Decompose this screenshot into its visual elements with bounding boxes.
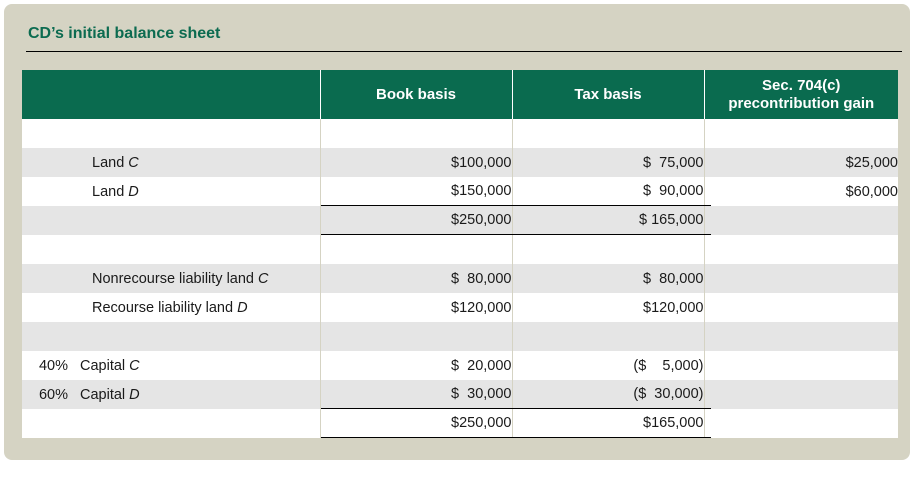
book-value: $ 80,000 (320, 264, 512, 293)
header-gain-line1: Sec. 704(c) (762, 76, 841, 94)
table-row-capital-c (22, 351, 898, 380)
table-row-nonrecourse-liability (22, 264, 898, 293)
gain-value: $60,000 (704, 177, 898, 206)
table-row-land-total (22, 206, 898, 235)
row-label: Recourse liability land D (22, 293, 320, 322)
header-precontribution-gain (704, 70, 898, 119)
table-row-capital-d (22, 380, 898, 409)
row-label: Land D (22, 177, 320, 206)
tax-value: $ 80,000 (512, 264, 704, 293)
tax-total: $ 165,000 (512, 206, 704, 235)
book-value: $150,000 (320, 177, 512, 206)
header-label (22, 70, 320, 119)
book-value: $ 30,000 (320, 380, 512, 409)
row-label: 40% Capital C (22, 351, 320, 380)
header-tax-basis: Tax basis (512, 70, 704, 119)
spacer-row (22, 119, 898, 148)
book-value: $120,000 (320, 293, 512, 322)
table-row-grand-total (22, 409, 898, 438)
book-value: $ 20,000 (320, 351, 512, 380)
tax-value: $120,000 (512, 293, 704, 322)
header-row (22, 70, 898, 119)
header-gain-line2: precontribution gain (728, 94, 875, 112)
tax-value: ($ 5,000) (512, 351, 704, 380)
book-value: $100,000 (320, 148, 512, 177)
title-rule (26, 51, 902, 52)
table-row-recourse-liability (22, 293, 898, 322)
row-label: Nonrecourse liability land C (22, 264, 320, 293)
spacer-row (22, 322, 898, 351)
book-total: $250,000 (320, 206, 512, 235)
tax-value: ($ 30,000) (512, 380, 704, 409)
table-row-land-c (22, 148, 898, 177)
gain-value: $25,000 (704, 148, 898, 177)
spacer-row (22, 235, 898, 264)
tax-value: $ 90,000 (512, 177, 704, 206)
book-total: $250,000 (320, 409, 512, 438)
tax-value: $ 75,000 (512, 148, 704, 177)
table-row-land-d (22, 177, 898, 206)
table-title: CD’s initial balance sheet (28, 25, 221, 42)
tax-total: $165,000 (512, 409, 704, 438)
balance-sheet-table (22, 70, 898, 438)
row-label: Land C (22, 148, 320, 177)
row-label: 60% Capital D (22, 380, 320, 409)
header-book-basis: Book basis (320, 70, 512, 119)
